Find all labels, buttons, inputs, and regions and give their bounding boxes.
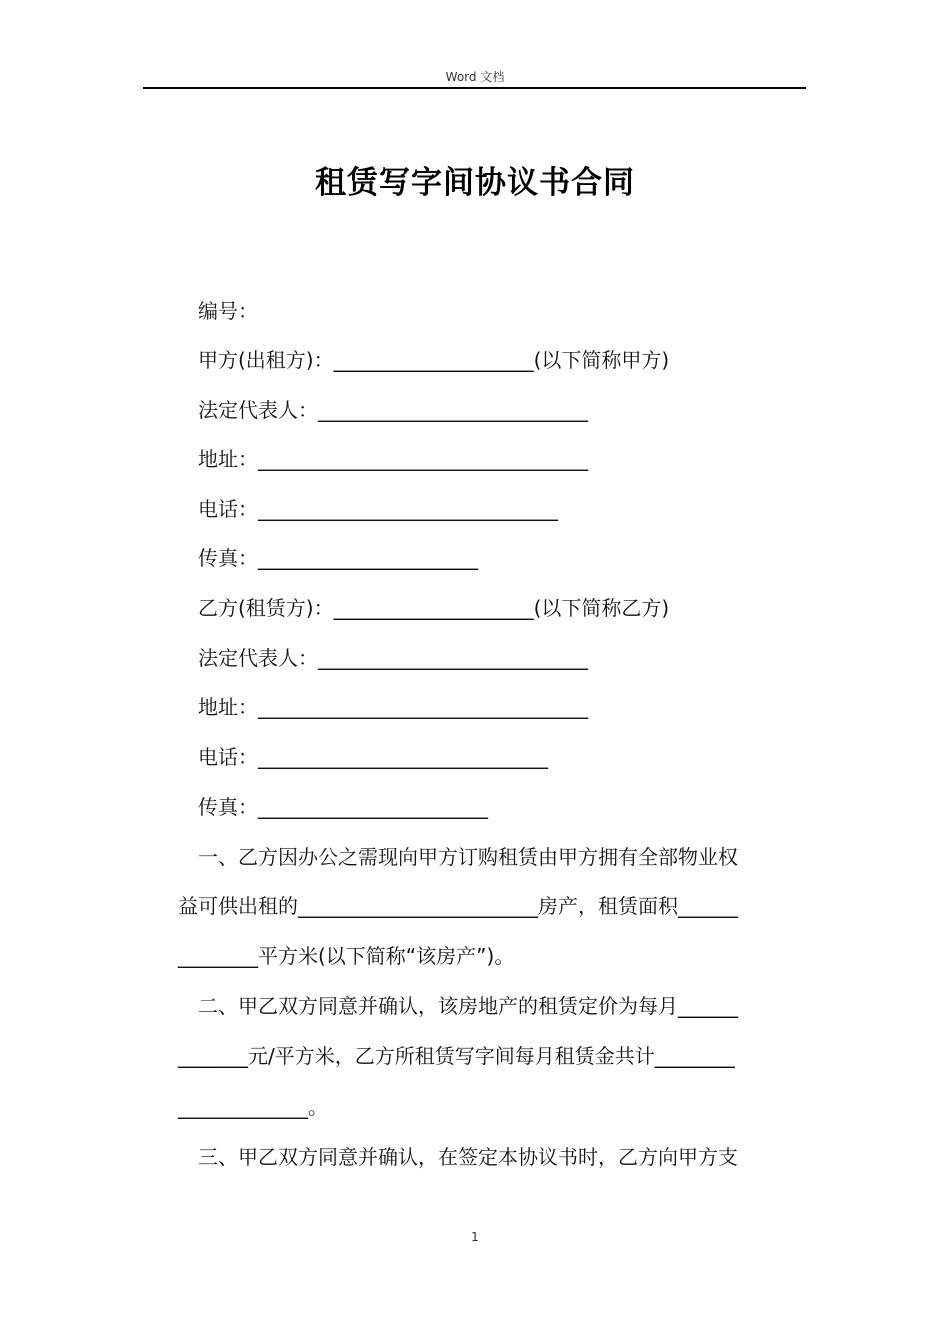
party-a-phone-line: 电话：______________________________ — [198, 497, 558, 521]
clause-three-line-1: 三、甲乙双方同意并确认，在签定本协议书时，乙方向甲方支 — [198, 1145, 738, 1169]
clause-one-line-2: 益可供出租的________________________房产，租赁面积______ — [178, 894, 738, 918]
party-b-address-line: 地址：_________________________________ — [198, 695, 588, 719]
document-title: 租赁写字间协议书合同 — [315, 165, 635, 201]
party-b-phone-line: 电话：_____________________________ — [198, 745, 548, 769]
page-number: 1 — [471, 1230, 479, 1244]
party-a-representative-line: 法定代表人：___________________________ — [198, 398, 588, 422]
contract-number-line: 编号： — [198, 299, 258, 323]
header-rule — [143, 87, 806, 89]
page-header-text: Word 文档 — [445, 70, 505, 84]
party-a-address-line: 地址：_________________________________ — [198, 447, 588, 471]
clause-two-line-1: 二、甲乙双方同意并确认，该房地产的租赁定价为每月______ — [198, 994, 738, 1018]
clause-two-line-3: _____________。 — [178, 1095, 328, 1119]
party-b-fax-line: 传真：_______________________ — [198, 795, 488, 819]
clause-two-line-2: _______元/平方米，乙方所租赁写字间每月租赁金共计________ — [178, 1044, 735, 1068]
party-b-line: 乙方(租赁方)：____________________(以下简称乙方) — [198, 596, 670, 620]
clause-one-line-1: 一、乙方因办公之需现向甲方订购租赁由甲方拥有全部物业权 — [198, 845, 738, 869]
clause-one-line-3: ________平方米(以下简称“该房产”)。 — [178, 944, 515, 968]
party-b-representative-line: 法定代表人：___________________________ — [198, 646, 588, 670]
party-a-line: 甲方(出租方)：____________________(以下简称甲方) — [198, 348, 670, 372]
party-a-fax-line: 传真：______________________ — [198, 546, 478, 570]
